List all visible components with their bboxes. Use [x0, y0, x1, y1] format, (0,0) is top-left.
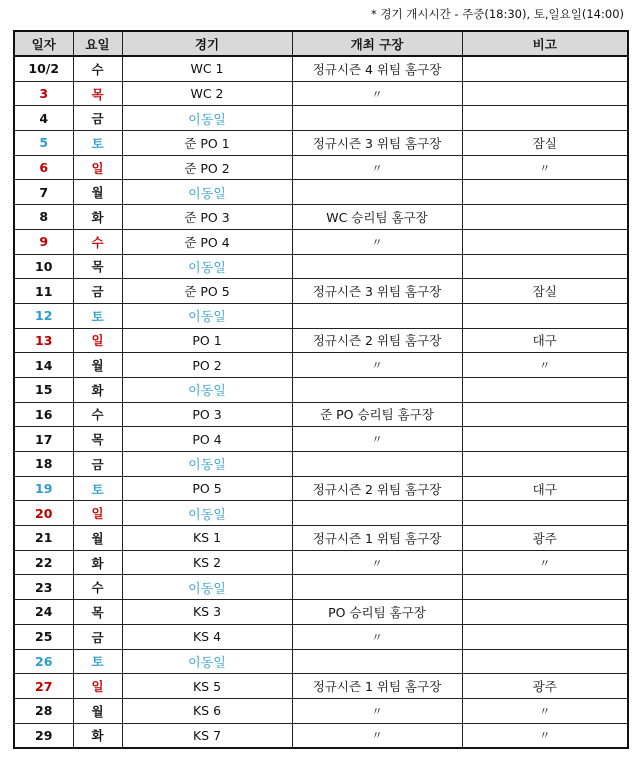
cell-game: 이동일	[122, 254, 292, 279]
cell-date: 25	[14, 624, 73, 649]
cell-date: 28	[14, 698, 73, 723]
table-row	[14, 723, 628, 748]
table-row	[14, 353, 628, 378]
cell-date: 16	[14, 402, 73, 427]
cell-date: 18	[14, 452, 73, 477]
cell-venue: 〃	[292, 229, 462, 254]
cell-date: 12	[14, 303, 73, 328]
cell-venue: 정규시즌 3 위팀 홈구장	[292, 131, 462, 156]
cell-remark: 〃	[462, 698, 628, 723]
cell-game: PO 2	[122, 353, 292, 378]
cell-game: 이동일	[122, 180, 292, 205]
cell-game: PO 4	[122, 427, 292, 452]
cell-day: 금	[73, 279, 122, 304]
cell-day: 월	[73, 180, 122, 205]
cell-day: 수	[73, 56, 122, 81]
cell-remark: 광주	[462, 674, 628, 699]
table-row	[14, 476, 628, 501]
cell-remark	[462, 624, 628, 649]
table-row	[14, 452, 628, 477]
table-row	[14, 674, 628, 699]
table-row	[14, 427, 628, 452]
table-row	[14, 131, 628, 156]
cell-date: 17	[14, 427, 73, 452]
cell-day: 금	[73, 624, 122, 649]
cell-remark	[462, 427, 628, 452]
cell-day: 수	[73, 575, 122, 600]
cell-day: 토	[73, 649, 122, 674]
cell-day: 일	[73, 155, 122, 180]
cell-day: 수	[73, 402, 122, 427]
cell-remark	[462, 106, 628, 131]
cell-venue: 〃	[292, 550, 462, 575]
cell-venue: 〃	[292, 155, 462, 180]
table-row	[14, 56, 628, 81]
header-venue: 개최 구장	[292, 31, 462, 56]
cell-day: 금	[73, 452, 122, 477]
cell-date: 24	[14, 600, 73, 625]
cell-day: 일	[73, 501, 122, 526]
cell-game: KS 1	[122, 526, 292, 551]
start-time-note: * 경기 개시시간 - 주중(18:30), 토,일요일(14:00)	[370, 7, 624, 21]
cell-remark	[462, 377, 628, 402]
cell-date: 29	[14, 723, 73, 748]
cell-day: 목	[73, 81, 122, 106]
cell-date: 14	[14, 353, 73, 378]
cell-game: PO 3	[122, 402, 292, 427]
cell-remark	[462, 254, 628, 279]
cell-day: 토	[73, 476, 122, 501]
cell-remark	[462, 452, 628, 477]
table-row	[14, 649, 628, 674]
cell-game: KS 3	[122, 600, 292, 625]
cell-venue	[292, 254, 462, 279]
table-row	[14, 328, 628, 353]
cell-game: PO 5	[122, 476, 292, 501]
cell-venue: 〃	[292, 723, 462, 748]
table-row	[14, 81, 628, 106]
cell-venue: 〃	[292, 81, 462, 106]
header-game: 경기	[122, 31, 292, 56]
cell-remark	[462, 205, 628, 230]
cell-game: 이동일	[122, 303, 292, 328]
cell-date: 27	[14, 674, 73, 699]
cell-game: KS 2	[122, 550, 292, 575]
cell-remark: 대구	[462, 328, 628, 353]
cell-date: 15	[14, 377, 73, 402]
cell-date: 20	[14, 501, 73, 526]
cell-day: 토	[73, 131, 122, 156]
cell-game: KS 4	[122, 624, 292, 649]
cell-game: 준 PO 1	[122, 131, 292, 156]
cell-day: 목	[73, 600, 122, 625]
cell-venue	[292, 106, 462, 131]
table-row	[14, 229, 628, 254]
cell-venue: 〃	[292, 427, 462, 452]
cell-day: 일	[73, 328, 122, 353]
cell-venue	[292, 575, 462, 600]
table-row	[14, 205, 628, 230]
cell-venue: 정규시즌 2 위팀 홈구장	[292, 476, 462, 501]
cell-date: 21	[14, 526, 73, 551]
cell-venue	[292, 452, 462, 477]
cell-game: KS 6	[122, 698, 292, 723]
cell-date: 9	[14, 229, 73, 254]
cell-game: 이동일	[122, 106, 292, 131]
cell-remark	[462, 402, 628, 427]
schedule-table	[13, 30, 629, 749]
table-row	[14, 550, 628, 575]
cell-date: 3	[14, 81, 73, 106]
table-row	[14, 526, 628, 551]
cell-remark	[462, 600, 628, 625]
cell-day: 금	[73, 106, 122, 131]
cell-day: 목	[73, 427, 122, 452]
cell-day: 월	[73, 526, 122, 551]
cell-date: 4	[14, 106, 73, 131]
table-row	[14, 402, 628, 427]
cell-date: 10	[14, 254, 73, 279]
schedule-table-wrapper	[13, 30, 629, 749]
cell-game: KS 5	[122, 674, 292, 699]
table-row	[14, 303, 628, 328]
cell-day: 일	[73, 674, 122, 699]
cell-day: 수	[73, 229, 122, 254]
cell-remark: 〃	[462, 155, 628, 180]
cell-venue: 정규시즌 2 위팀 홈구장	[292, 328, 462, 353]
cell-venue	[292, 377, 462, 402]
header-row	[14, 31, 628, 56]
cell-venue: WC 승리팀 홈구장	[292, 205, 462, 230]
cell-venue: 정규시즌 1 위팀 홈구장	[292, 526, 462, 551]
cell-day: 화	[73, 723, 122, 748]
cell-day: 토	[73, 303, 122, 328]
cell-remark	[462, 56, 628, 81]
cell-remark: 〃	[462, 723, 628, 748]
cell-venue: 정규시즌 1 위팀 홈구장	[292, 674, 462, 699]
cell-date: 13	[14, 328, 73, 353]
table-row	[14, 698, 628, 723]
cell-game: 이동일	[122, 452, 292, 477]
table-header	[14, 31, 628, 56]
cell-remark	[462, 501, 628, 526]
table-row	[14, 279, 628, 304]
table-row	[14, 624, 628, 649]
cell-game: 이동일	[122, 649, 292, 674]
cell-game: 준 PO 3	[122, 205, 292, 230]
cell-remark: 〃	[462, 550, 628, 575]
cell-day: 목	[73, 254, 122, 279]
cell-remark: 잠실	[462, 131, 628, 156]
table-row	[14, 600, 628, 625]
table-row	[14, 377, 628, 402]
cell-date: 6	[14, 155, 73, 180]
cell-game: 이동일	[122, 501, 292, 526]
cell-date: 8	[14, 205, 73, 230]
table-row	[14, 106, 628, 131]
cell-game: 준 PO 5	[122, 279, 292, 304]
cell-remark	[462, 81, 628, 106]
table-row	[14, 180, 628, 205]
cell-game: WC 2	[122, 81, 292, 106]
cell-venue: 〃	[292, 698, 462, 723]
table-body	[14, 56, 628, 748]
cell-date: 23	[14, 575, 73, 600]
cell-venue	[292, 303, 462, 328]
cell-day: 월	[73, 698, 122, 723]
cell-game: 준 PO 2	[122, 155, 292, 180]
cell-venue	[292, 180, 462, 205]
cell-game: 준 PO 4	[122, 229, 292, 254]
cell-remark	[462, 575, 628, 600]
cell-game: 이동일	[122, 377, 292, 402]
cell-game: PO 1	[122, 328, 292, 353]
cell-day: 월	[73, 353, 122, 378]
cell-date: 11	[14, 279, 73, 304]
header-day: 요일	[73, 31, 122, 56]
cell-venue	[292, 649, 462, 674]
cell-day: 화	[73, 550, 122, 575]
cell-venue: PO 승리팀 홈구장	[292, 600, 462, 625]
table-row	[14, 575, 628, 600]
table-row	[14, 155, 628, 180]
cell-game: WC 1	[122, 56, 292, 81]
header-date: 일자	[14, 31, 73, 56]
cell-date: 7	[14, 180, 73, 205]
cell-day: 화	[73, 205, 122, 230]
cell-date: 22	[14, 550, 73, 575]
cell-remark: 대구	[462, 476, 628, 501]
cell-remark: 〃	[462, 353, 628, 378]
cell-venue: 〃	[292, 353, 462, 378]
cell-venue: 준 PO 승리팀 홈구장	[292, 402, 462, 427]
cell-remark: 잠실	[462, 279, 628, 304]
cell-venue: 정규시즌 3 위팀 홈구장	[292, 279, 462, 304]
header-remark: 비고	[462, 31, 628, 56]
cell-venue: 정규시즌 4 위팀 홈구장	[292, 56, 462, 81]
cell-remark	[462, 180, 628, 205]
cell-remark: 광주	[462, 526, 628, 551]
table-row	[14, 254, 628, 279]
cell-game: 이동일	[122, 575, 292, 600]
cell-venue: 〃	[292, 624, 462, 649]
cell-date: 5	[14, 131, 73, 156]
cell-date: 10/2	[14, 56, 73, 81]
cell-date: 26	[14, 649, 73, 674]
cell-remark	[462, 303, 628, 328]
table-row	[14, 501, 628, 526]
cell-date: 19	[14, 476, 73, 501]
cell-game: KS 7	[122, 723, 292, 748]
cell-day: 화	[73, 377, 122, 402]
cell-remark	[462, 649, 628, 674]
cell-venue	[292, 501, 462, 526]
cell-remark	[462, 229, 628, 254]
